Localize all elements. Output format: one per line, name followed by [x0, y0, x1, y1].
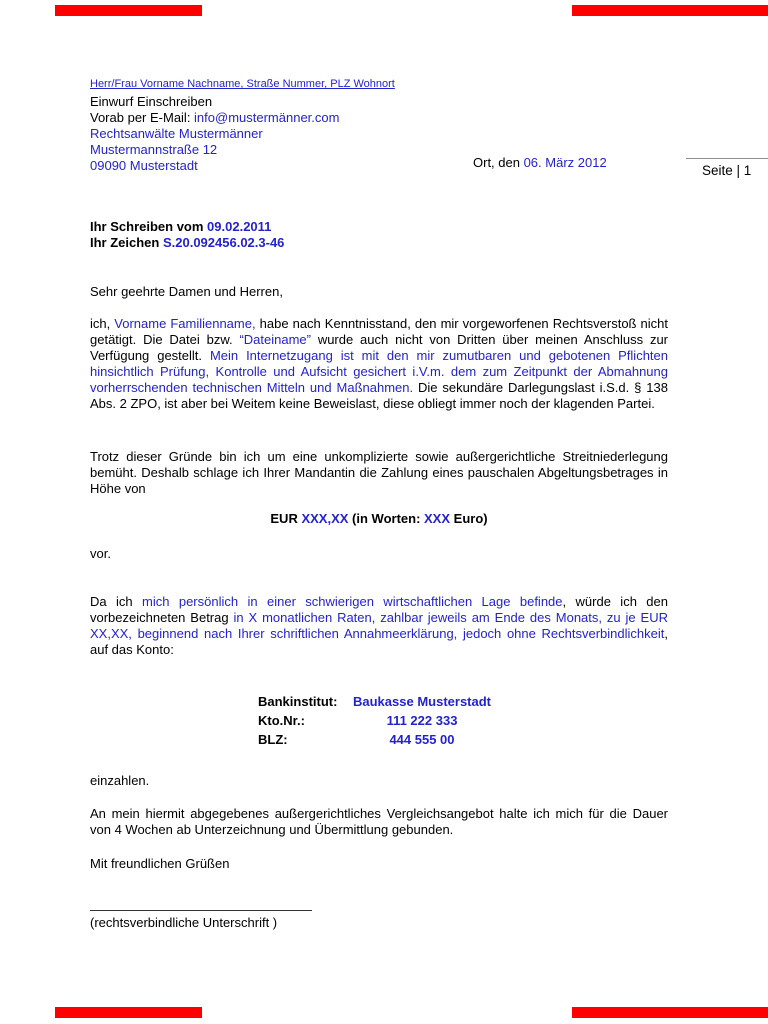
reference-letter-date-label: Ihr Schreiben vom — [90, 219, 208, 234]
recipient-name: Rechtsanwälte Mustermänner — [90, 126, 263, 141]
text-segment: Trotz dieser Gründe bin ich um eine unkomplizierte sowie außergerichtliche Streitniederlegung bemüht. Deshalb schlage ich Ihrer Mandantin die Zahlung eines pauschalen Abgeltungsbetrages in Höhe von — [90, 449, 668, 496]
signature-line — [90, 899, 312, 911]
text-segment: Die sekundäre Darlegungslast i.S.d. § 138 Abs. 2 ZPO, ist aber bei Weitem keine Beweislast, diese obliegt immer noch der klagenden Partei. — [90, 380, 668, 411]
email-link[interactable]: info@mustermänner.com — [194, 110, 340, 125]
page-marker-divider — [686, 158, 768, 159]
reference-letter-date-line — [90, 219, 284, 235]
text-segment: in X monatlichen Raten, zahlbar jeweils am Ende des Monats, zu je EUR XX,XX, beginnend nach Ihrer schriftlichen Annahmeerklärung, jedoch ohne Rechtsverbindlichkeit — [90, 610, 668, 641]
bank-row-account-number — [258, 711, 498, 730]
red-corner-mark-top-left — [55, 5, 202, 16]
text-segment: Mein Internetzugang ist mit den mir zumutbaren und gebotenen Pflichten hinsichtlich Prüfung, Kontrolle und Aufsicht gesichert i.V.m. dem zum Zeitpunkt der Abmahnung vorherrschenden technischen Mitteln und Maßnahmen. — [90, 348, 668, 395]
text-segment: habe nach Kenntnisstand, den mir vorgeworfenen Rechtsverstoß nicht getätigt. Die Datei bzw. — [90, 316, 668, 347]
page-number-label: Seite | 1 — [702, 163, 752, 178]
einzahlen-line: einzahlen. — [90, 773, 150, 788]
bank-blz-label: BLZ: — [258, 732, 288, 747]
paragraph-settlement-offer — [90, 449, 668, 497]
date-value: 06. März 2012 — [523, 155, 607, 170]
text-segment: wurde auch nicht von Dritten über meinen Anschluss zur Verfügung gestellt. — [90, 332, 669, 363]
text-segment: mich persönlich in einer schwierigen wirtschaftlichen Lage befinde — [142, 594, 563, 609]
paragraph-binding-period: An mein hiermit abgegebenes außergerichtliches Vergleichsangebot halte ich mich für die Dauer von 4 Wochen ab Unterzeichnung und Übermittlung gebunden. — [90, 806, 668, 837]
red-corner-mark-top-right — [572, 5, 768, 16]
settlement-amount-line — [90, 511, 668, 527]
recipient-street: Mustermannstraße 12 — [90, 142, 218, 157]
red-corner-mark-bottom-left — [55, 1007, 202, 1018]
bank-institute-label: Bankinstitut: — [258, 694, 338, 709]
text-segment: (in Worten: — [348, 511, 425, 526]
recipient-city: 09090 Musterstadt — [90, 158, 198, 173]
signature-caption: (rechtsverbindliche Unterschrift ) — [90, 915, 278, 930]
closing-regards: Mit freundlichen Grüßen — [90, 856, 230, 871]
bank-row-institute — [258, 692, 498, 711]
page-number-marker — [686, 158, 768, 178]
vor-line: vor. — [90, 546, 111, 561]
text-segment: Euro) — [450, 511, 488, 526]
sender-address-line: Herr/Frau Vorname Nachname, Straße Nummer, PLZ Wohnort — [90, 78, 395, 90]
reference-file-number-line — [90, 235, 284, 251]
red-corner-mark-bottom-right — [572, 1007, 768, 1018]
text-segment: XXX,XX — [301, 511, 349, 526]
salutation: Sehr geehrte Damen und Herren, — [90, 284, 283, 299]
text-segment: EUR — [270, 511, 302, 526]
signature-block — [90, 899, 312, 931]
delivery-method-line: Einwurf Einschreiben — [90, 94, 213, 109]
date-line — [473, 155, 607, 171]
reference-block — [90, 219, 284, 251]
bank-institute-value: Baukasse Musterstadt — [353, 694, 491, 709]
bank-account-number-label: Kto.Nr.: — [258, 713, 305, 728]
paragraph-installments — [90, 594, 668, 658]
text-segment: Da ich — [90, 594, 143, 609]
reference-file-number-value: S.20.092456.02.3-46 — [162, 235, 285, 250]
email-line — [90, 110, 670, 126]
text-segment: ich, — [90, 316, 115, 331]
bank-details — [258, 692, 498, 749]
paragraph-denial — [90, 316, 668, 412]
reference-file-number-label: Ihr Zeichen — [90, 235, 163, 250]
email-label: Vorab per E-Mail: — [90, 110, 195, 125]
text-segment: , auf das Konto: — [90, 626, 668, 657]
reference-letter-date-value: 09.02.2011 — [207, 219, 272, 234]
bank-row-blz — [258, 730, 498, 749]
bank-blz-value: 444 555 00 — [389, 732, 455, 747]
text-segment: Vorname Familienname, — [114, 316, 256, 331]
date-label: Ort, den — [473, 155, 524, 170]
text-segment: “Dateiname” — [239, 332, 311, 347]
bank-account-number-value: 111 222 333 — [386, 713, 458, 728]
text-segment: , würde ich den vorbezeichneten Betrag — [90, 594, 668, 625]
text-segment: XXX — [424, 511, 451, 526]
